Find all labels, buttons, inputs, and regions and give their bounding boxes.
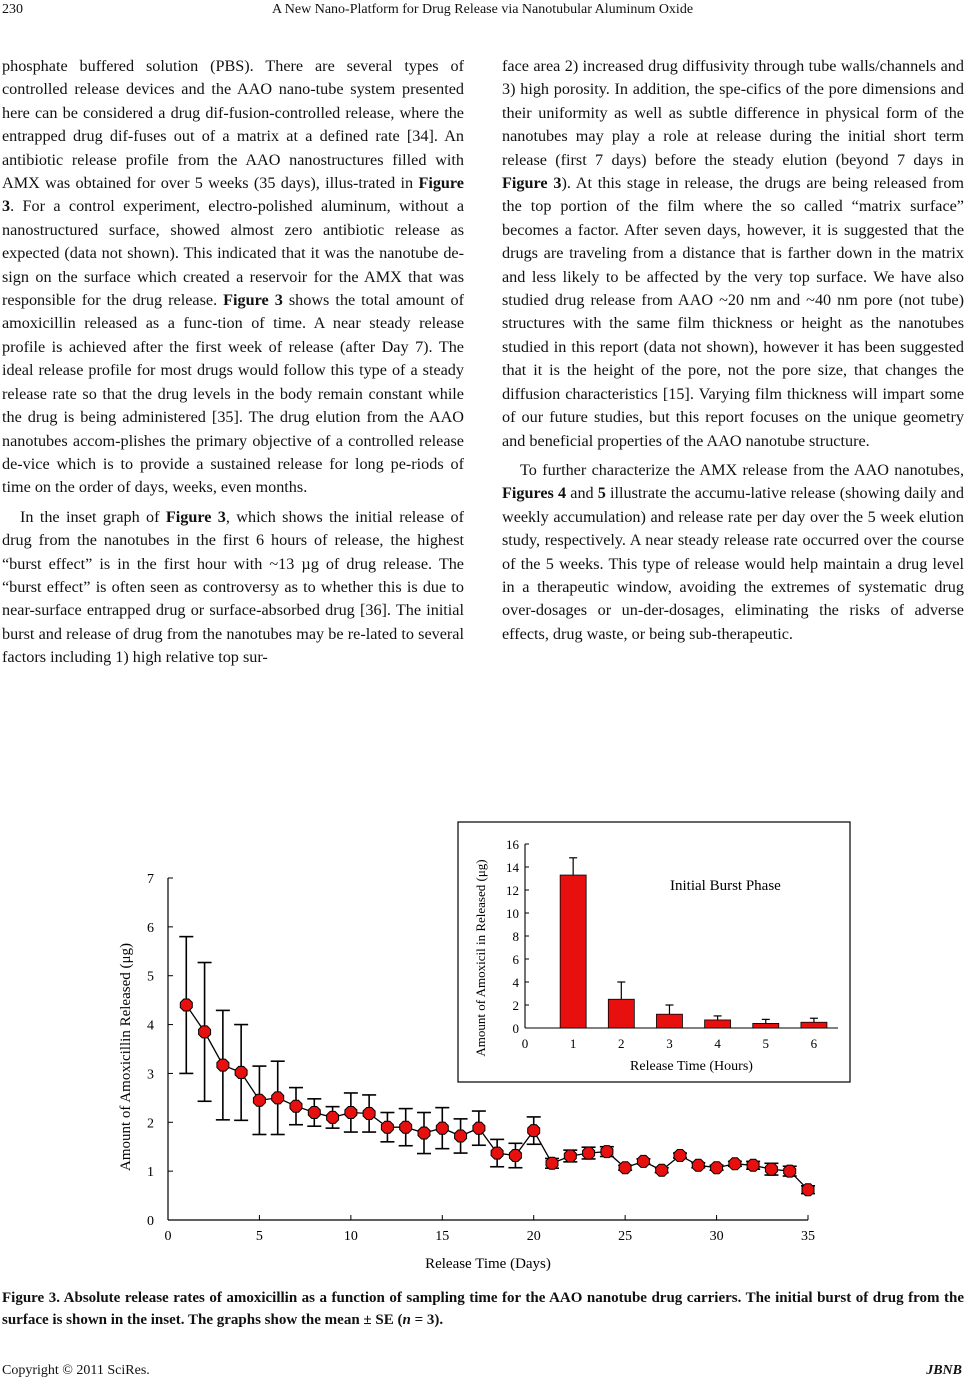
y-tick-label: 3 [147,1067,154,1083]
figure-caption: Figure 3. Absolute release rates of amoxicillin as a function of sampling time for the AAO nanotube drug carriers. The initial burst of drug from the surface is shown in the inset. The graphs show the mean ± SE (n = 3). [2,1290,964,1328]
data-point [235,1066,247,1078]
data-point [765,1163,777,1175]
data-point [473,1122,485,1134]
inset-x-tick-label: 0 [521,1036,529,1051]
bar [705,1020,731,1028]
data-point [290,1100,302,1112]
x-tick-label: 30 [709,1229,724,1244]
y-tick-label: 1 [147,1165,154,1181]
inset-title: Initial Burst Phase [670,878,781,894]
running-title: A New Nano-Platform for Drug Release via Nanotubular Aluminum Oxide [271,2,694,17]
inset-chart [458,822,850,1082]
inset-y-tick-label: 6 [512,952,519,967]
inset-x-tick-label: 2 [618,1036,625,1051]
figure-3 [110,820,855,1280]
data-point [637,1155,649,1167]
bar [608,999,634,1028]
data-point [802,1184,814,1196]
inset-y-tick-label: 4 [512,975,519,990]
data-point [345,1107,357,1119]
y-tick-label: 7 [147,872,154,887]
data-point [509,1150,521,1162]
data-point [400,1121,412,1133]
data-point [455,1130,467,1142]
data-point [327,1111,339,1123]
x-tick-label: 0 [164,1229,172,1244]
data-point [253,1094,265,1106]
x-tick-label: 35 [801,1229,815,1244]
data-point [546,1157,558,1169]
y-axis-label: Amount of Amoxicillin Released (μg) [118,942,134,1172]
inset-x-tick-label: 6 [810,1036,818,1051]
inset-y-tick-label: 2 [512,998,519,1013]
data-point [692,1159,704,1171]
inset-y-tick-label: 12 [506,883,519,898]
paragraph: In the inset graph of Figure 3, which shows the initial release of drug from the nanotubes in the first 6 hours of release, the highest “burst effect” is in the first hour with ~13 µg of drug release. The “burst effect” is often seen as controversy as to whether this is due to near-surface entrapped drug or surface-absorbed drug [36]. The initial burst and release of drug from the nanotubes may be re-lated to several factors including 1) high relative top sur- [2,507,464,667]
x-tick-label: 10 [343,1229,358,1244]
inset-x-tick-label: 5 [762,1036,770,1051]
data-point [564,1150,576,1162]
data-point [656,1164,668,1176]
inset-y-tick-label: 14 [506,860,519,875]
inset-y-axis-label: Amount of Amoxicil in Released (μg) [473,859,488,1057]
data-point [418,1127,430,1139]
y-tick-label: 6 [147,920,154,936]
bar [560,875,586,1028]
inset-y-tick-label: 0 [512,1021,519,1036]
data-point [199,1026,211,1038]
data-point [674,1150,686,1162]
right-column [502,55,964,646]
inset-x-axis-label: Release Time (Hours) [630,1059,753,1074]
data-point [272,1092,284,1104]
data-point [363,1108,375,1120]
bar [656,1014,682,1028]
data-point [436,1122,448,1134]
copyright: Copyright © 2011 SciRes. [2,1363,150,1378]
data-point [217,1059,229,1071]
inset-x-tick-label: 3 [666,1036,673,1051]
data-point [381,1121,393,1133]
left-column [2,55,464,670]
paragraph: To further characterize the AMX release from the AAO nanotubes, Figures 4 and 5 illustrate the accumu-lative release (showing daily and weekly accumulation) and release rate per day over the 5 week elution study, respectively. A near steady release rate occurred over the course of the 5 weeks. This type of release would help maintain a drug level in a therapeutic window, avoiding the extremes of systematic drug over-dosages or un-der-dosages, eliminating the risks of adverse effects, drug waste, or being sub-therapeutic. [502,460,964,643]
data-point [619,1162,631,1174]
x-axis-label: Release Time (Days) [425,1256,551,1272]
x-tick-label: 25 [618,1229,633,1244]
data-point [528,1125,540,1137]
inset-x-tick-label: 1 [569,1036,577,1051]
inset-y-tick-label: 10 [506,906,519,921]
data-point [601,1146,613,1158]
journal-abbrev: JBNB [926,1363,962,1378]
bar [753,1023,779,1028]
paragraph: face area 2) increased drug diffusivity through tube walls/channels and 3) high porosity. In addition, the spe-cifics of the pore dimensions and their uniformity as well as subtle difference in physical form of the nanotubes may play a role at release during the initial short term release (first 7 days) before the steady elution (beyond 7 days in Figure 3). At this stage in release, the drugs are being released from the top portion of the film where the so called “matrix surface” becomes a factor. After seven days, however, it is suggested that the drugs are traveling from a distance that is farther down in the matrix and less likely to be affected by the very top surface. We have also studied drug release from AAO ~20 nm and ~40 nm pore (not tube) structures with the same film thickness or height as the nanotubes studied in this report (data not shown), however it has been suggested that it is the height of the pore, not the pore size, that changes the diffusion characteristics [15]. Varying film thickness will impart some of our future studies, but this report focuses on the unique geometry and beneficial properties of the AAO nanotube structure. [502,57,965,450]
x-tick-label: 15 [435,1229,450,1244]
data-point [711,1162,723,1174]
x-tick-label: 5 [255,1229,263,1244]
inset-x-tick-label: 4 [714,1036,721,1051]
bar [801,1022,827,1028]
y-tick-label: 0 [147,1214,154,1229]
data-point [729,1158,741,1170]
data-point [747,1159,759,1171]
figure-3-chart [110,820,855,1280]
inset-y-tick-label: 8 [512,929,519,944]
data-point [583,1147,595,1159]
data-point [308,1107,320,1119]
y-tick-label: 2 [147,1116,154,1132]
y-tick-label: 5 [147,969,154,985]
y-tick-label: 4 [147,1018,154,1034]
inset-y-tick-label: 16 [506,837,519,852]
data-point [180,999,192,1011]
page-header [0,0,965,22]
page-number: 230 [2,2,23,17]
data-point [784,1165,796,1177]
page-footer [2,1363,962,1379]
data-point [491,1147,503,1159]
paragraph: phosphate buffered solution (PBS). There are several types of controlled release devices and the AAO nano-tube system presented here can be considered a drug dif-fusion-controlled release, where the entrapped drug dif-fuses out of a matrix at a defined rate [34]. An antibiotic release profile from the AAO nanostructures filled with AMX was obtained for over 5 weeks (35 days), illus-trated in Figure 3. For a control experiment, electro-polished aluminum, without a nanostructured surface, showed almost zero antibiotic release as expected (data not shown). This indicated that it was the nanotube de-sign on the surface which created a reservoir for the AMX that was responsible for the drug release. Figure 3 shows the total amount of amoxicillin released as a func-tion of time. A near steady release profile is achieved after the first week of release (after Day 7). The ideal release profile for most drugs would follow this type of a steady release rate so that the drug levels in the body remain constant while the drug is being administered [35]. The drug elution from the AAO nanotubes accom-plishes the primary objective of a controlled release de-vice which is to provide a sustained release for long pe-riods of time on the order of days, weeks, even months. [2,57,465,497]
x-tick-label: 20 [526,1229,541,1244]
